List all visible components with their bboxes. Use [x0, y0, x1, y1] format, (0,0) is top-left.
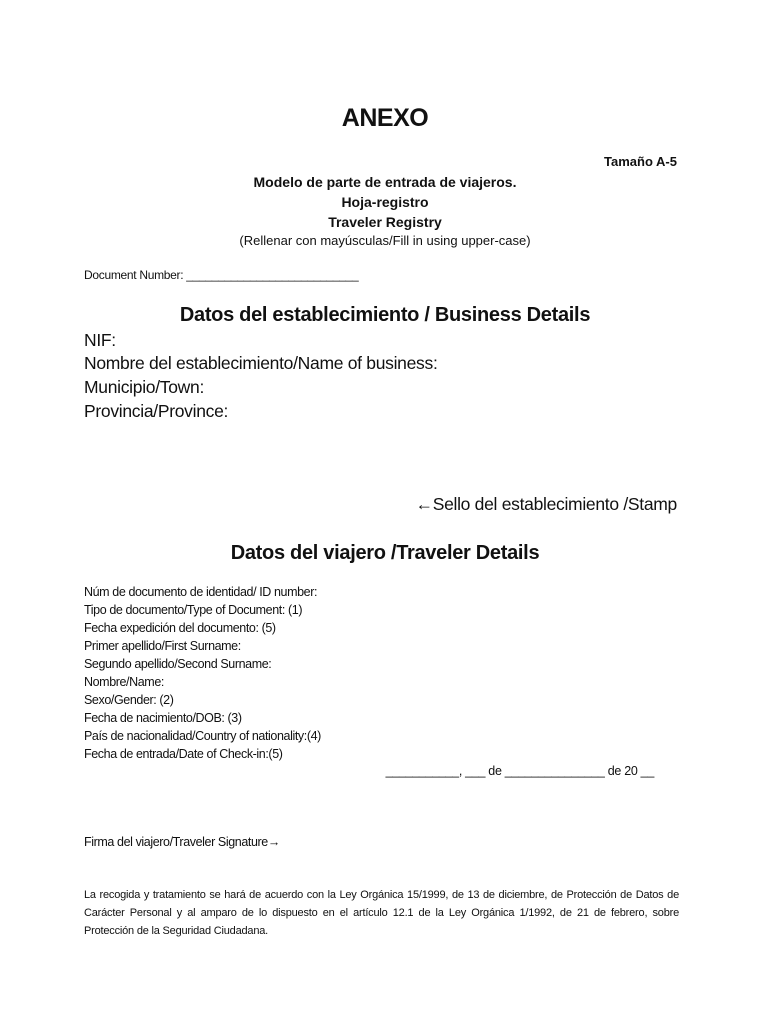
traveler-document-type-field: Tipo de documento/Type of Document: (1) — [84, 603, 303, 617]
size-label: Tamaño A-5 — [604, 154, 677, 169]
business-town-field: Municipio/Town: — [84, 377, 204, 397]
fill-instructions: (Rellenar con mayúsculas/Fill in using upper-case) — [239, 233, 531, 248]
traveler-issue-date-field: Fecha expedición del documento: (5) — [84, 621, 276, 635]
business-name-field: Nombre del establecimiento/Name of business: — [84, 353, 438, 373]
stamp-area-label: ←Sello del establecimiento /Stamp — [415, 494, 677, 514]
business-province-field: Provincia/Province: — [84, 401, 229, 421]
traveler-checkin-date-field: Fecha de entrada/Date of Check-in:(5) — [84, 747, 283, 761]
traveler-nationality-field: País de nacionalidad/Country of nationality:(4) — [84, 729, 321, 743]
traveler-dob-field: Fecha de nacimiento/DOB: (3) — [84, 711, 242, 725]
traveler-second-surname-field: Segundo apellido/Second Surname: — [84, 657, 272, 671]
business-nif-field: NIF: — [84, 330, 116, 350]
traveler-name-field: Nombre/Name: — [84, 675, 164, 689]
place-date-line: ___________, ___ de _______________ de 20 __ — [385, 764, 654, 778]
form-subtitle-sheet: Hoja-registro — [341, 194, 429, 210]
page-title: ANEXO — [341, 104, 429, 132]
traveler-gender-field: Sexo/Gender: (2) — [84, 693, 174, 707]
form-subtitle: Modelo de parte de entrada de viajeros. — [253, 174, 517, 190]
traveler-first-surname-field: Primer apellido/First Surname: — [84, 639, 241, 653]
form-subtitle-english: Traveler Registry — [328, 214, 442, 230]
traveler-signature-label: Firma del viajero/Traveler Signature→ — [84, 835, 280, 849]
traveler-details-heading: Datos del viajero /Traveler Details — [230, 542, 540, 564]
business-details-heading: Datos del establecimiento / Business Details — [179, 304, 591, 326]
traveler-id-number-field: Núm de documento de identidad/ ID number: — [84, 585, 318, 599]
legal-notice: La recogida y tratamiento se hará de acuerdo con la Ley Orgánica 15/1999, de 13 de diciembre, de Protección de Datos de Carácter Personal y al amparo de lo dispuesto en el artículo 12.1 de la Ley Orgánica 1/1992, de 21 de febrero, sobre Protección de la Seguridad Ciudadana. — [84, 889, 679, 937]
document-number-field: Document Number: ___________________________ — [84, 268, 359, 282]
